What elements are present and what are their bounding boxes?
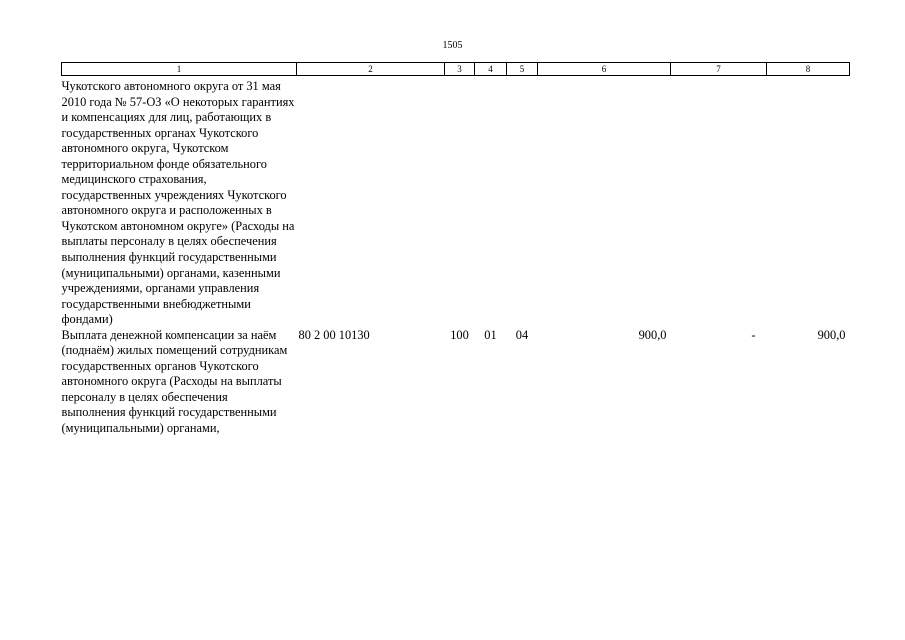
row-expense-type: 100 — [450, 327, 469, 342]
column-header-4: 4 — [475, 63, 507, 76]
row-target-code — [297, 76, 445, 328]
column-header-5: 5 — [507, 63, 538, 76]
row-name: Выплата денежной компенсации за наём (поднаём) жилых помещений сотрудникам государственных органов Чукотского автономного округа (Расходы на выплаты персоналу в целях обеспечения выполнения функций государственными (муниципальными) органами, — [61, 327, 288, 436]
row-amount-col7: - — [751, 327, 756, 342]
column-header-3: 3 — [445, 63, 475, 76]
row-section: 01 — [484, 327, 497, 342]
row-expense-type — [445, 76, 475, 328]
row-amount-col8: 900,0 — [817, 327, 846, 342]
row-amount-col8 — [767, 76, 850, 328]
table-row — [62, 328, 850, 437]
page-number: 1505 — [442, 40, 463, 51]
column-header-7: 7 — [671, 63, 767, 76]
row-subsection: 04 — [515, 327, 529, 342]
column-header-2: 2 — [297, 63, 445, 76]
row-subsection — [507, 76, 538, 328]
column-header-6: 6 — [538, 63, 671, 76]
row-amount-col6 — [538, 76, 671, 328]
column-header-8: 8 — [767, 63, 850, 76]
table-row — [62, 76, 850, 328]
table-header-row — [62, 63, 850, 76]
row-target-code: 80 2 00 10130 — [298, 327, 370, 342]
row-amount-col7 — [671, 76, 767, 328]
row-amount-col6: 900,0 — [638, 327, 667, 342]
row-name: Чукотского автономного округа от 31 мая 2010 года № 57-ОЗ «О некоторых гарантиях и компенсациях для лиц, работающих в государственных органах Чукотского автономного округа, Чукотском территориальном фонде обязательного медицинского страхования, государственных учреждениях Чукотского автономного округа и расположенных в Чукотском автономном округе» (Расходы на выплаты персоналу в целях обеспечения выполнения функций государственными (муниципальными) органами, казенными учреждениями, органами управления государственными внебюджетными фондами) — [61, 79, 295, 327]
budget-table — [61, 62, 850, 437]
row-section — [475, 76, 507, 328]
column-header-1: 1 — [62, 63, 297, 76]
